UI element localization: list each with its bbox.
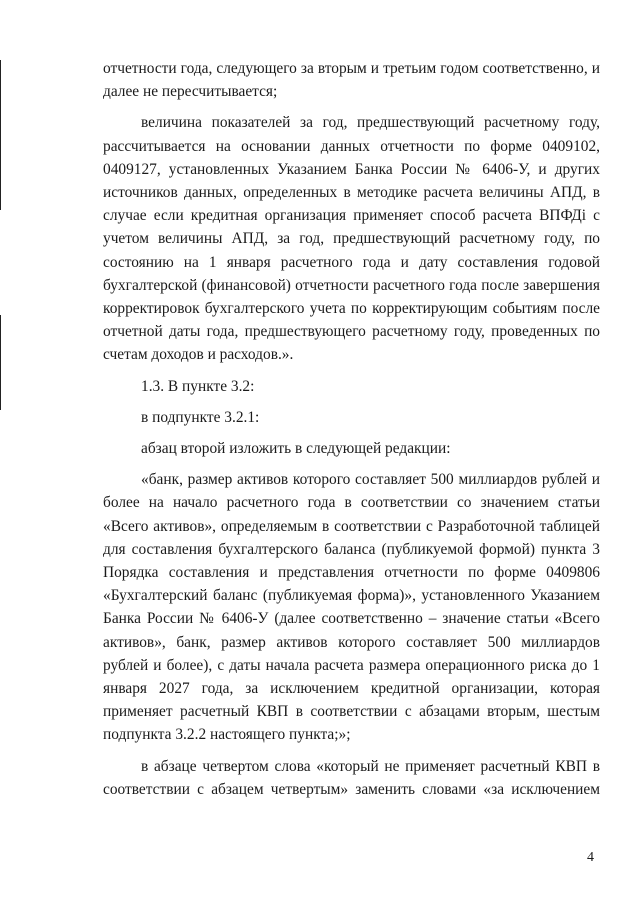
- scan-edge-mark: [0, 315, 1, 410]
- paragraph-fourth-abzac: в абзаце четвертом слова «который не применяет расчетный КВП в соответствии с абзацем четвертым» заменить словами «за исключением: [103, 757, 600, 798]
- paragraph-item-1-3: 1.3. В пункте 3.2:: [141, 377, 255, 395]
- paragraph-continuation: отчетности года, следующего за вторым и третьим годом соответственно, и далее не пересчитывается;: [103, 60, 600, 101]
- page-number: 4: [587, 850, 594, 865]
- paragraph-indicator-value: величина показателей за год, предшествующий расчетному году, рассчитывается на основании данных отчетности по форме 0409102, 0409127, установленных Указанием Банка России № 6406-У, и других источников данных, определенных в методике расчета величины АПД, в случае если кредитная организация применяет способ расчета ВПФДi с учетом величины АПД, за год, предшествующий расчетному году, по состоянию на 1 января расчетного года и дату составления годовой бухгалтерской (финансовой) отчетности расчетного года после завершения корректировок бухгалтерского учета по корректирующим событиям после отчетной даты года, предшествующего расчетному году, проведенных по счетам доходов и расходов.».: [103, 114, 600, 364]
- paragraph-subitem-3-2-1: в подпункте 3.2.1:: [141, 408, 260, 426]
- scan-edge-mark: [0, 60, 1, 210]
- document-body: [103, 57, 600, 801]
- paragraph-amendment-intro: абзац второй изложить в следующей редакции:: [141, 440, 451, 458]
- paragraph-amendment-text: «банк, размер активов которого составляет 500 миллиардов рублей и более на начало расчетного года в соответствии со значением статьи «Всего активов», определяемым в соответствии с Разработочной таблицей для составления бухгалтерского баланса (публикуемой формой) пункта 3 Порядка составления и представления отчетности по форме 0409806 «Бухгалтерский баланс (публикуемая форма)», установленного Указанием Банка России № 6406-У (далее соответственно – значение статьи «Всего активов», банк, размер активов которого составляет 500 миллиардов рублей и более), с даты начала расчета размера операционного риска до 1 января 2027 года, за исключением кредитной организации, которая применяет расчетный КВП в соответствии с абзацами вторым, шестым подпункта 3.2.2 настоящего пункта;»;: [103, 471, 600, 744]
